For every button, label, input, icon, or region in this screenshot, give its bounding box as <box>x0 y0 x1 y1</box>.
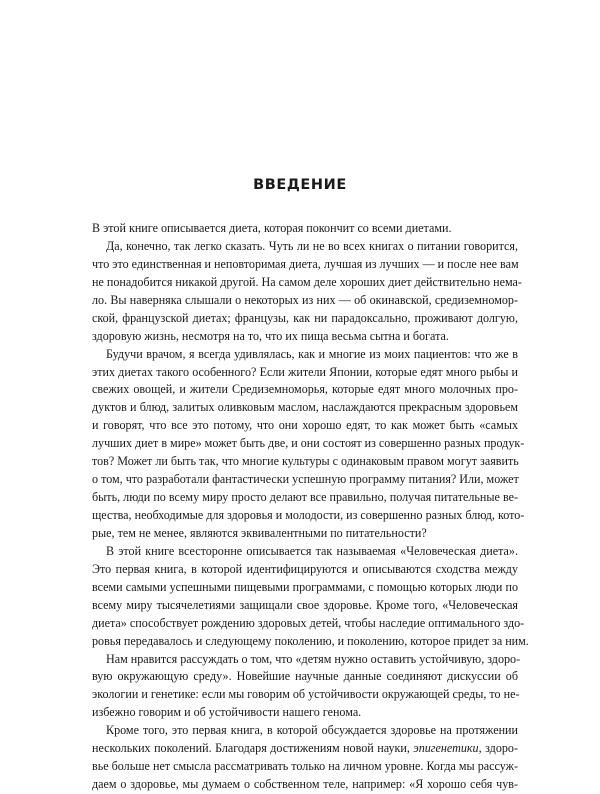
text-line: и говорят, что все это потому, что они хорошо едят, то как может быть «самых <box>92 418 518 433</box>
text-line: что это единственная и неповторимая диета, лучшая из лучших — и после нее вам <box>92 256 519 271</box>
text-line: о том, что разработали фантастически успешную программу питания? Или, может <box>92 472 519 487</box>
paragraph <box>92 346 525 543</box>
paragraph <box>92 651 521 723</box>
text-line: свежих овощей, и жители Средиземноморья, которые едят много молочных про- <box>92 382 518 397</box>
chapter-body <box>92 220 529 794</box>
text-line: тов? Может ли быть так, что многие культуры с одинаковым правом могут заявить <box>92 454 519 469</box>
text-line: ло. Вы наверняка слышали о некоторых из них — об окинавской, средиземномор- <box>92 292 518 307</box>
paragraph <box>92 722 518 794</box>
italic-term: эпигенетики <box>413 741 479 756</box>
text-line: быть, люди по всему миру просто делают все правильно, получая питательные ве- <box>92 490 518 505</box>
text-line: вую окружающую среду». Новейшие научные данные соединяют дискуссии об <box>92 669 518 684</box>
text-line: ской, французской диетах; французы, как ни парадоксально, проживают долгую, <box>92 310 518 325</box>
text-line: В этой книге всесторонне описывается так называемая «Человеческая диета». <box>106 543 518 558</box>
text-line: Нам нравится рассуждать о том, что «детям нужно оставить устойчивую, здоро- <box>106 651 521 666</box>
text-line: Да, конечно, так легко сказать. Чуть ли не во всех книгах о питании говорится, <box>106 238 518 253</box>
text-line: Это первая книга, в которой идентифицируются и описываются сходства между <box>92 561 518 576</box>
text-line: щества, необходимые для здоровья и молодости, из совершенно разных блюд, кото- <box>92 508 525 522</box>
text-line: ровья передавалось и следующему поколению, и поколению, которое придет за ним. <box>92 633 529 648</box>
paragraph <box>92 238 522 346</box>
paragraph <box>92 543 529 651</box>
text-line: Кроме того, это первая книга, в которой обсуждается здоровье на протяжении <box>106 723 518 738</box>
text-line: диета» способствует рождению здоровых детей, чтобы наследие оптимального здо- <box>92 615 525 630</box>
text-line: рые, тем не менее, являются эквивалентными по питательности? <box>92 525 427 540</box>
text-line: вье больше нет смысла рассматривать только на личном уровне. Когда мы рассуж- <box>92 759 518 774</box>
text-line: дуктов и блюд, залитых оливковым маслом, наслаждаются прекрасным здоровьем <box>92 400 518 415</box>
text-line: В этой книге описывается диета, которая покончит со всеми диетами. <box>92 221 452 235</box>
text-line: Будучи врачом, я всегда удивлялась, как и многие из моих пациентов: что же в <box>106 346 518 361</box>
text-line: экологии и генетике: если мы говорим об устойчивости окружающей среды, то не- <box>92 687 520 702</box>
text-line: здоровую жизнь, несмотря на то, что их пища весьма сытна и богата. <box>92 328 449 343</box>
paragraph <box>92 220 518 238</box>
text-line: этих диетах такого особенного? Если жители Японии, которые едят много рыбы и <box>92 364 518 379</box>
text-line: всему миру тысячелетиями защищали свое здоровье. Кроме того, «Человеческая <box>92 597 518 612</box>
chapter-heading: ВВЕДЕНИЕ <box>253 177 347 193</box>
text-line: всеми самыми успешными пищевыми программами, с помощью которых люди по <box>92 579 518 594</box>
text-line: избежно говорим и об устойчивости нашего генома. <box>92 705 362 720</box>
text-line: не понадобится никакой другой. На самом деле хороших диет действительно нема- <box>92 274 522 289</box>
text-line: лучших диет в мире» может быть две, и они состоят из совершенно разных продук- <box>92 436 525 451</box>
text-line: даем о здоровье, мы думаем о собственном теле, например: «Я хорошо себя чув- <box>92 777 518 792</box>
text-line: нескольких поколений. Благодаря достижениям новой науки, эпигенетики, здоро- <box>92 741 518 756</box>
